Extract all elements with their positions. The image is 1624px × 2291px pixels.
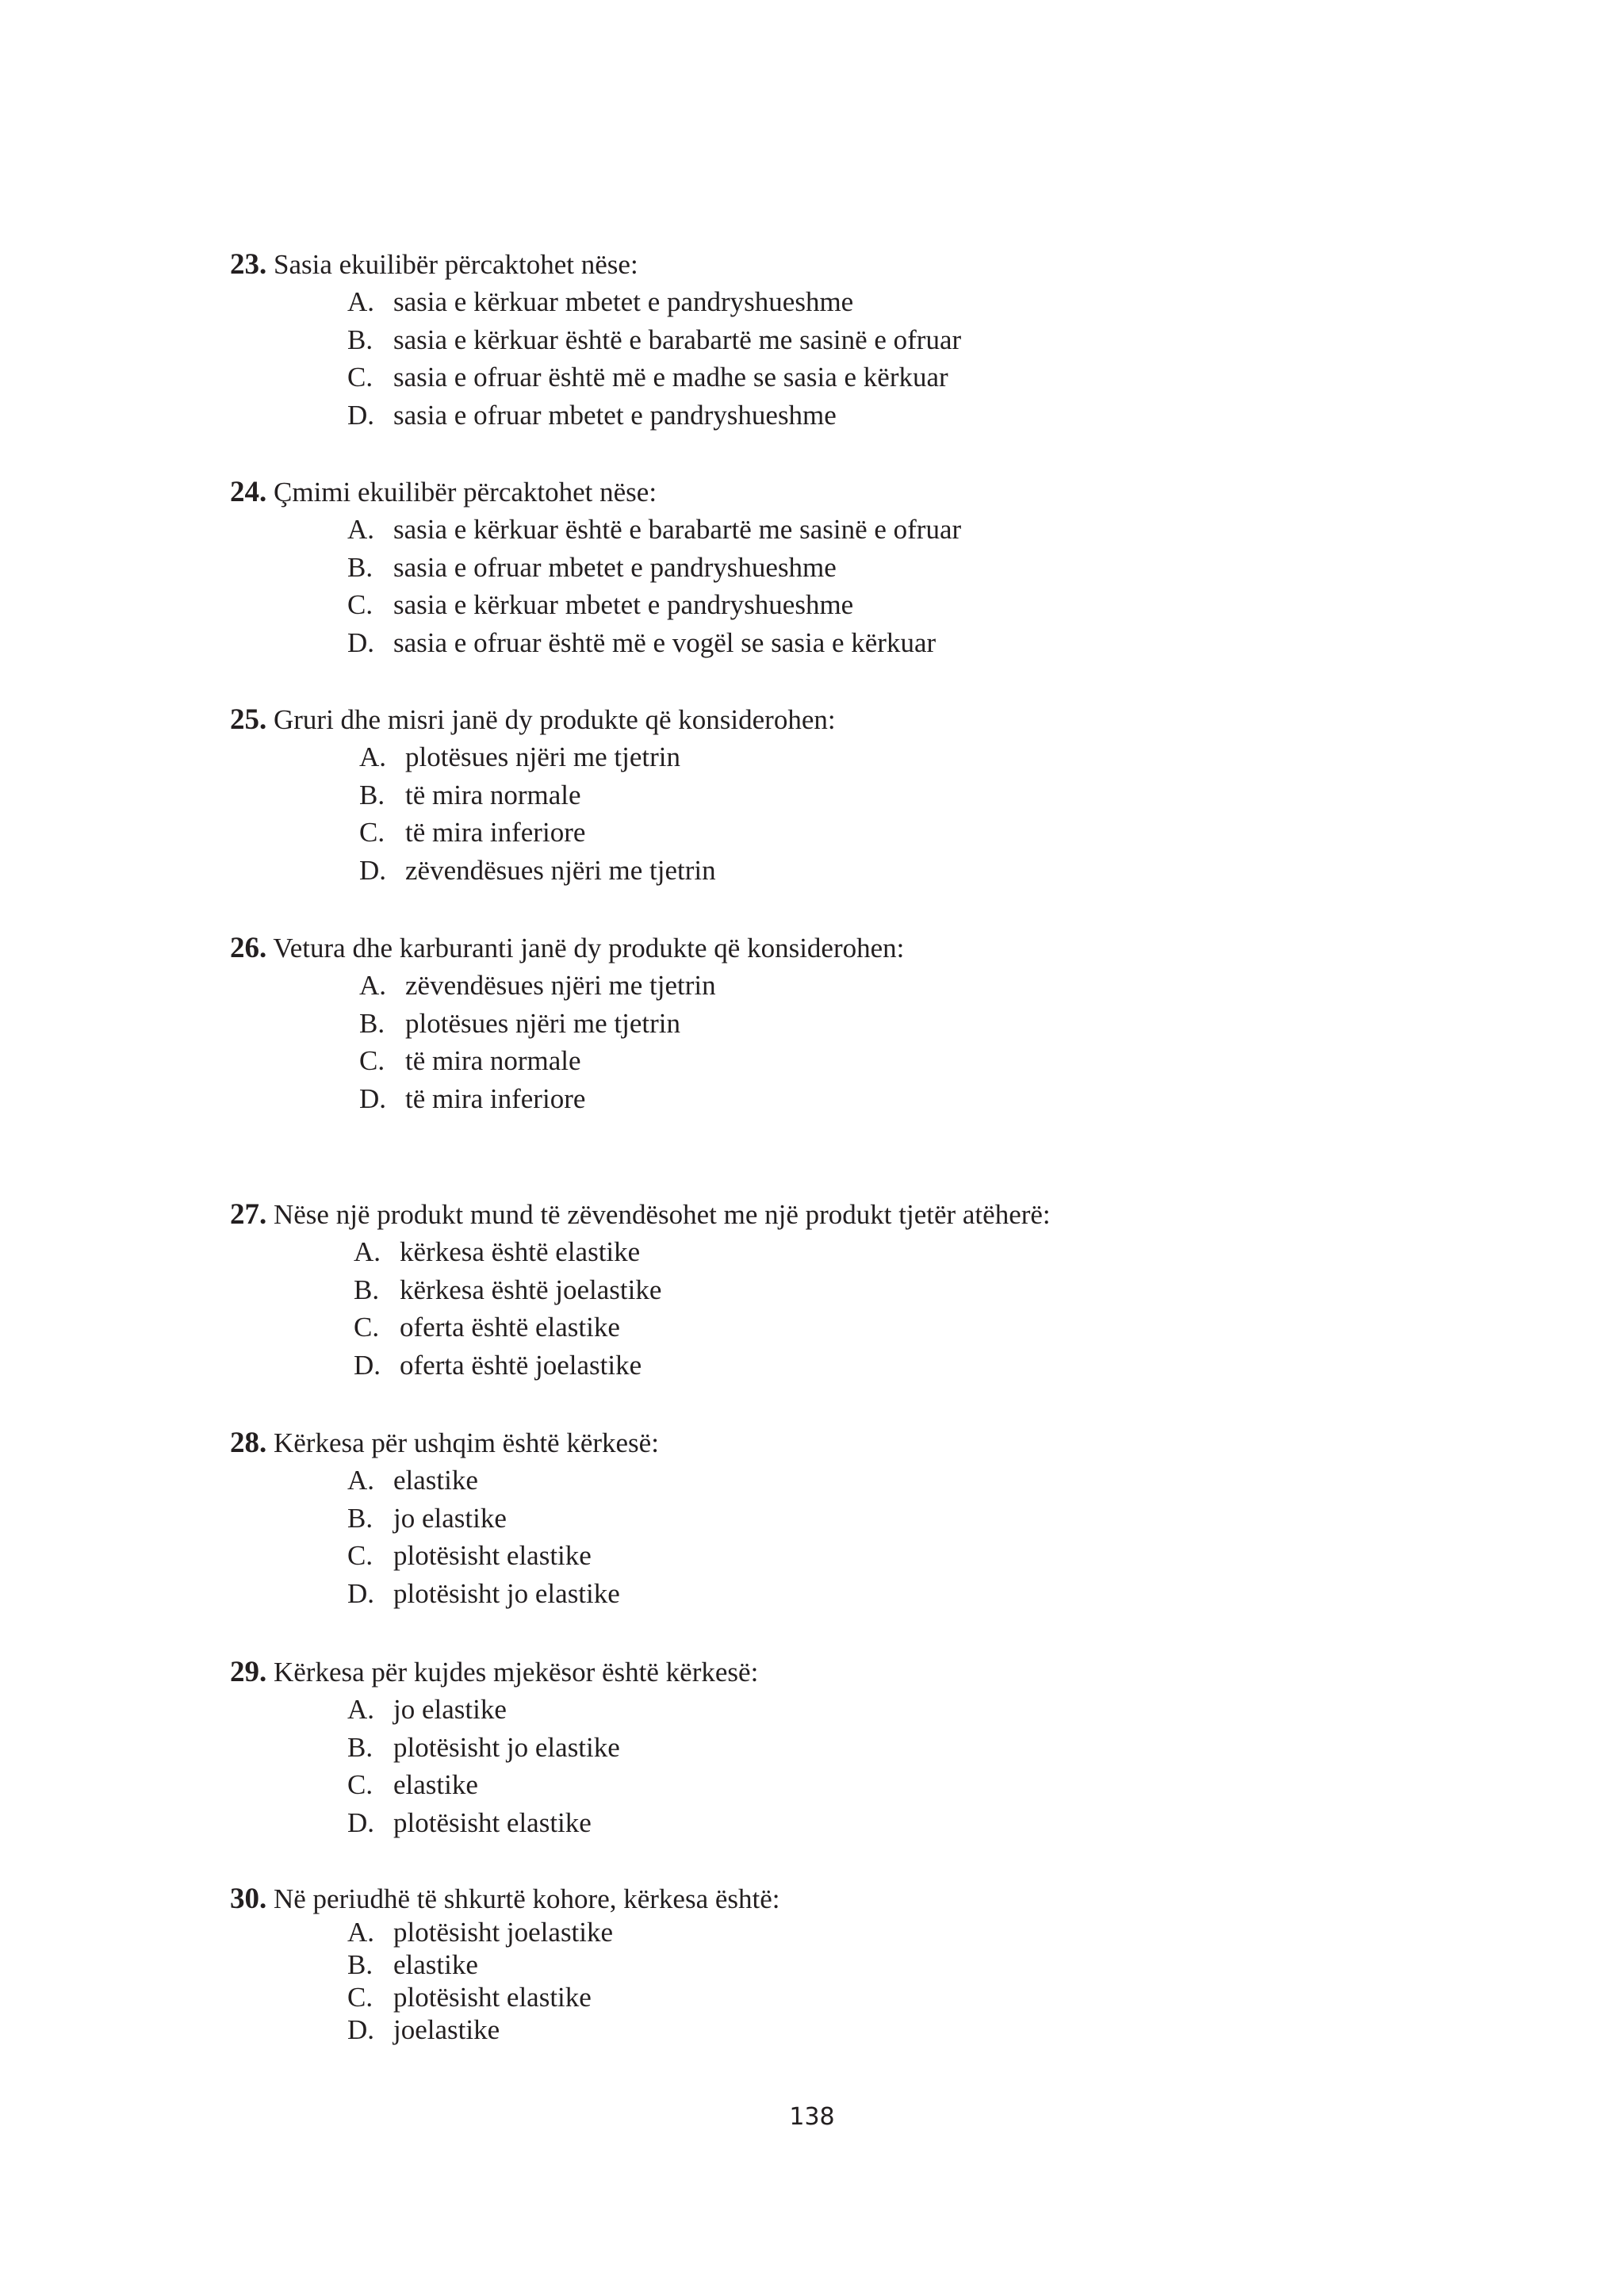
option-letter: D. [347,626,375,658]
answer-option-c [354,1308,1499,1347]
option-text: plotësisht elastike [393,1982,592,2013]
answer-options [347,283,1499,434]
question-30 [230,1882,1499,2046]
question-28 [230,1424,1499,1612]
question-stem [230,701,1499,738]
answer-options [359,967,1499,1117]
option-letter: B. [347,324,373,355]
question-number: 27. [230,1198,267,1231]
answer-option-d [347,397,1499,435]
question-number: 28. [230,1427,267,1459]
answer-options [347,1691,1499,1841]
option-letter: C. [347,1540,373,1571]
option-letter: B. [347,1502,373,1534]
question-text: Gruri dhe misri janë dy produkte që konsiderohen: [274,704,836,735]
option-letter: A. [359,970,387,1001]
option-text: elastike [393,1465,478,1496]
answer-option-b [347,321,1499,359]
option-text: sasia e kërkuar është e barabartë me sasinë e ofruar [393,514,962,545]
option-letter: D. [347,1577,375,1609]
option-text: sasia e ofruar është më e madhe se sasia e kërkuar [393,362,948,393]
question-24 [230,473,1499,661]
option-letter: D. [359,1082,387,1114]
question-text: Çmimi ekuilibër përcaktohet nëse: [274,477,657,508]
answer-option-d [354,1347,1499,1385]
question-23 [230,246,1499,434]
answer-option-b [347,1948,1499,1981]
option-text: sasia e kërkuar mbetet e pandryshueshme [393,589,854,620]
option-letter: A. [347,1917,375,1948]
answer-option-a [359,967,1499,1005]
answer-option-d [347,1804,1499,1842]
question-stem [230,1653,1499,1691]
option-text: sasia e kërkuar është e barabartë me sasinë e ofruar [393,324,962,355]
option-letter: D. [347,1806,375,1838]
answer-option-a [347,511,1499,549]
question-number: 23. [230,248,267,281]
option-letter: B. [359,779,385,810]
answer-option-c [347,1981,1499,2013]
answer-option-b [347,549,1499,587]
answer-options [359,738,1499,889]
option-text: elastike [393,1949,478,1980]
option-text: plotësisht elastike [393,1806,592,1838]
question-25 [230,701,1499,889]
answer-options [347,1462,1499,1612]
option-letter: C. [347,1769,373,1800]
option-letter: D. [359,854,387,886]
question-number: 25. [230,703,267,736]
answer-options [354,1233,1499,1384]
option-text: të mira inferiore [405,1082,586,1114]
answer-options [347,1916,1499,2046]
option-text: elastike [393,1769,478,1800]
option-text: plotësisht jo elastike [393,1731,620,1763]
option-text: sasia e ofruar është më e vogël se sasia e kërkuar [393,626,936,658]
answer-option-d [359,1080,1499,1118]
option-letter: A. [354,1236,381,1267]
question-number: 30. [230,1883,267,1915]
option-text: joelastike [393,2014,500,2045]
question-number: 26. [230,932,267,964]
option-letter: C. [347,589,373,620]
answer-option-c [359,814,1499,852]
option-letter: D. [347,399,375,431]
option-text: plotësisht jo elastike [393,1577,620,1609]
option-letter: A. [347,514,375,545]
answer-option-c [347,1766,1499,1804]
option-letter: C. [354,1312,380,1343]
option-letter: B. [347,551,373,583]
answer-option-b [347,1500,1499,1538]
option-letter: B. [347,1731,373,1763]
option-text: oferta është joelastike [400,1349,642,1381]
question-text: Në periudhë të shkurtë kohore, kërkesa është: [274,1883,780,1914]
question-stem [230,1882,1499,1916]
question-27 [230,1196,1499,1384]
question-text: Vetura dhe karburanti janë dy produkte që konsiderohen: [273,933,905,964]
option-letter: A. [347,286,375,317]
option-letter: A. [359,741,387,772]
answer-option-c [347,586,1499,624]
answer-option-b [347,1729,1499,1767]
answer-option-a [347,1462,1499,1500]
option-text: zëvendësues njëri me tjetrin [405,970,716,1001]
option-text: zëvendësues njëri me tjetrin [405,854,716,886]
question-stem [230,473,1499,511]
question-number: 29. [230,1656,267,1688]
answer-option-d [347,624,1499,662]
option-text: sasia e ofruar mbetet e pandryshueshme [393,551,837,583]
question-26 [230,929,1499,1117]
option-letter: A. [347,1694,375,1725]
option-text: kërkesa është joelastike [400,1274,662,1305]
option-letter: C. [347,1982,373,2013]
option-letter: B. [347,1949,373,1980]
answer-option-d [347,1575,1499,1613]
option-text: të mira normale [405,779,581,810]
option-text: plotësues njëri me tjetrin [405,741,680,772]
question-text: Kërkesa për ushqim është kërkesë: [274,1427,659,1458]
page-number: 138 [789,2103,835,2131]
option-text: jo elastike [393,1502,507,1534]
option-text: kërkesa është elastike [400,1236,641,1267]
option-letter: D. [354,1349,381,1381]
answer-option-a [347,1691,1499,1729]
answer-option-d [359,852,1499,890]
option-text: sasia e kërkuar mbetet e pandryshueshme [393,286,854,317]
option-letter: B. [354,1274,380,1305]
question-stem [230,929,1499,967]
question-text: Kërkesa për kujdes mjekësor është kërkesë: [274,1657,759,1688]
answer-option-a [347,1916,1499,1948]
answer-option-a [347,283,1499,321]
answer-option-b [354,1271,1499,1309]
answer-option-c [359,1042,1499,1080]
answer-option-a [359,738,1499,776]
option-letter: A. [347,1465,375,1496]
option-letter: D. [347,2014,375,2045]
option-letter: B. [359,1007,385,1039]
answer-option-a [354,1233,1499,1271]
answer-option-b [359,1005,1499,1043]
option-text: plotësisht elastike [393,1540,592,1571]
answer-option-d [347,2013,1499,2046]
question-stem [230,1196,1499,1233]
question-text: Sasia ekuilibër përcaktohet nëse: [274,249,638,280]
answer-option-c [347,358,1499,397]
option-text: jo elastike [393,1694,507,1725]
option-text: sasia e ofruar mbetet e pandryshueshme [393,399,837,431]
option-letter: C. [359,817,385,848]
question-29 [230,1653,1499,1841]
question-stem [230,1424,1499,1462]
answer-option-c [347,1537,1499,1575]
option-text: të mira normale [405,1045,581,1076]
option-text: plotësisht joelastike [393,1917,614,1948]
answer-option-b [359,776,1499,814]
option-letter: C. [347,362,373,393]
option-text: të mira inferiore [405,817,586,848]
question-stem [230,246,1499,283]
option-letter: C. [359,1045,385,1076]
answer-options [347,511,1499,661]
option-text: oferta është elastike [400,1312,620,1343]
question-number: 24. [230,476,267,508]
question-text: Nëse një produkt mund të zëvendësohet me një produkt tjetër atëherë: [274,1199,1051,1230]
option-text: plotësues njëri me tjetrin [405,1007,680,1039]
